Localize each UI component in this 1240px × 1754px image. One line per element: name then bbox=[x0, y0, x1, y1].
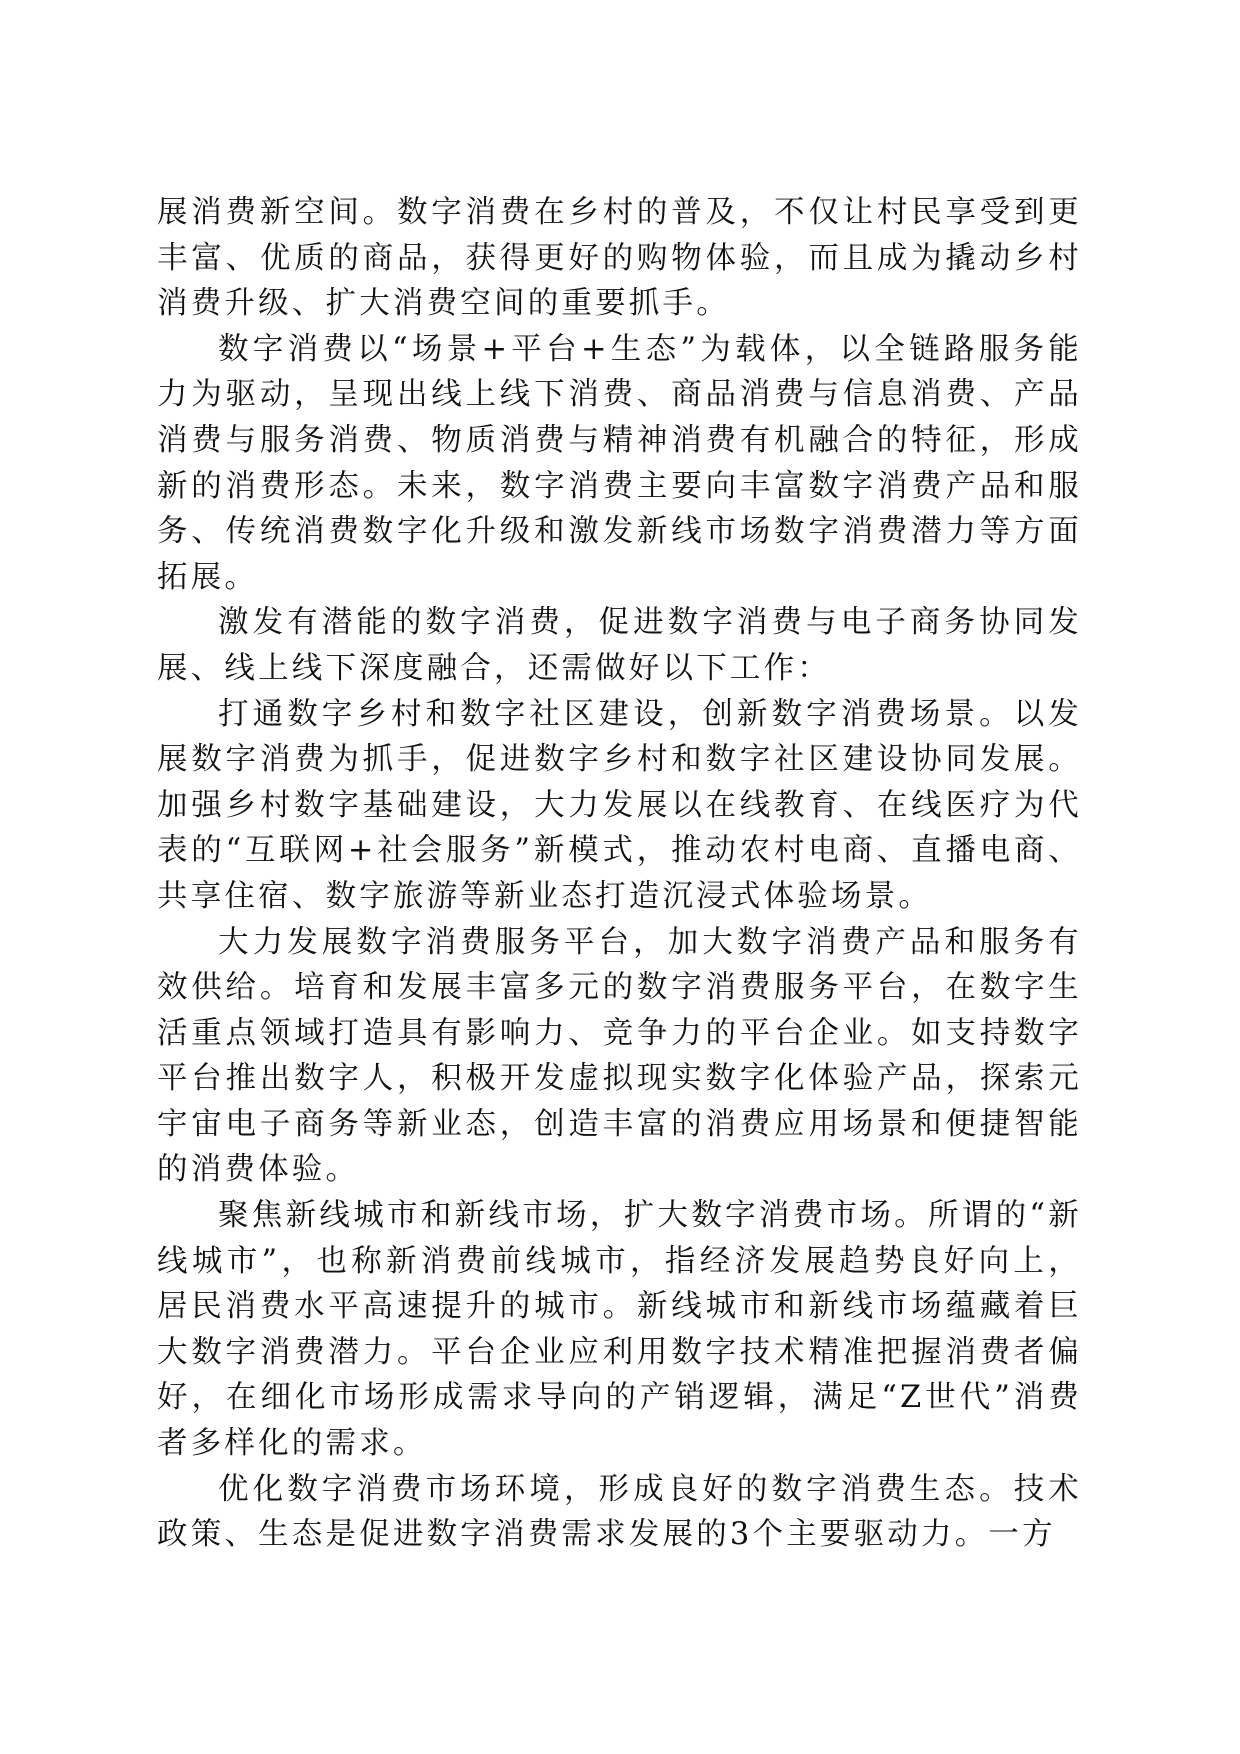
paragraph-3: 激发有潜能的数字消费，促进数字消费与电子商务协同发展、线上线下深度融合，还需做好以下工作： bbox=[157, 605, 1082, 686]
paragraph-6: 聚焦新线城市和新线市场，扩大数字消费市场。所谓的“新线城市”，也称新消费前线城市，指经济发展趋势良好向上，居民消费水平高速提升的城市。新线城市和新线市场蕴藏着巨大数字消费潜力。平台企业应利用数字技术精准把握消费者偏好，在细化市场形成需求导向的产销逻辑，满足“Z世代”消费者多样化的需求。 bbox=[157, 1198, 1082, 1462]
paragraph-1: 展消费新空间。数字消费在乡村的普及，不仅让村民享受到更丰富、优质的商品，获得更好的购物体验，而且成为撬动乡村消费升级、扩大消费空间的重要抓手。 bbox=[157, 195, 1082, 322]
paragraph-7: 优化数字消费市场环境，形成良好的数字消费生态。技术政策、生态是促进数字消费需求发展的3个主要驱动力。一方 bbox=[157, 1471, 1082, 1553]
paragraph-5: 大力发展数字消费服务平台，加大数字消费产品和服务有效供给。培育和发展丰富多元的数字消费服务平台，在数字生活重点领域打造具有影响力、竞争力的平台企业。如支持数字平台推出数字人，积极开发虚拟现实数字化体验产品，探索元宇宙电子商务等新业态，创造丰富的消费应用场景和便捷智能的消费体验。 bbox=[157, 924, 1082, 1188]
paragraph-4: 打通数字乡村和数字社区建设，创新数字消费场景。以发展数字消费为抓手，促进数字乡村和数字社区建设协同发展。加强乡村数字基础建设，大力发展以在线教育、在线医疗为代表的“互联网+社会服务”新模式，推动农村电商、直播电商、共享住宿、数字旅游等新业态打造沉浸式体验场景。 bbox=[157, 696, 1082, 914]
paragraph-2: 数字消费以“场景+平台+生态”为载体，以全链路服务能力为驱动，呈现出线上线下消费、商品消费与信息消费、产品消费与服务消费、物质消费与精神消费有机融合的特征，形成新的消费形态。未来，数字消费主要向丰富数字消费产品和服务、传统消费数字化升级和激发新线市场数字消费潜力等方面拓展。 bbox=[157, 331, 1082, 595]
document-body bbox=[157, 190, 1082, 1558]
